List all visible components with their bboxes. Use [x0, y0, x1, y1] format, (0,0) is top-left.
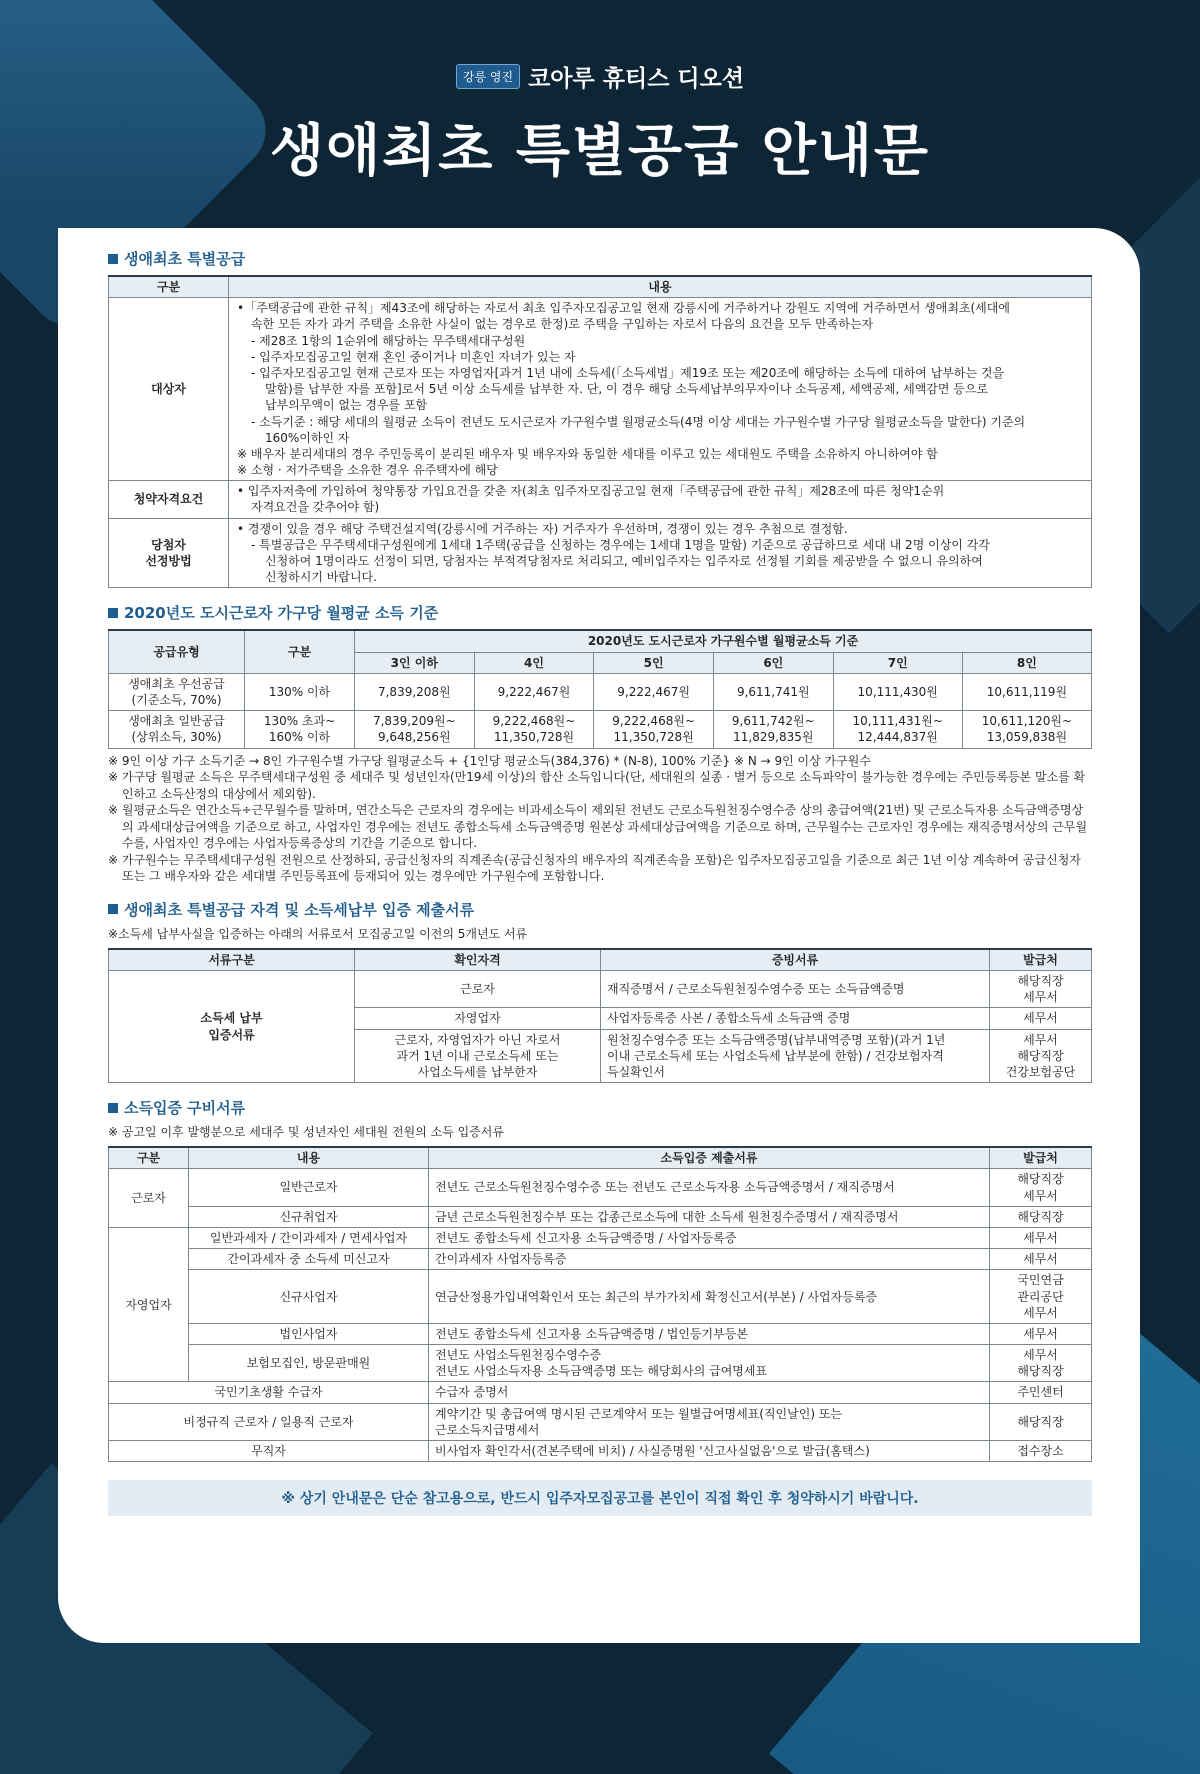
square-bullet-icon: [108, 1103, 118, 1113]
page-title: 생애최초 특별공급 안내문: [269, 119, 931, 184]
income-value: 10,111,430원: [833, 673, 962, 710]
supply-type: 생애최초 일반공급 (상위소득, 30%): [109, 711, 245, 748]
content-line: 납부의무액이 없는 경우를 포함: [265, 398, 428, 413]
income-value: 9,222,468원~ 11,350,728원: [474, 711, 594, 748]
income-value: 7,839,209원~ 9,648,256원: [355, 711, 475, 748]
tax-proof-table: [108, 948, 1092, 1083]
table-row: [109, 1345, 1092, 1382]
col-documents: 소득입증 제출서류: [429, 1147, 990, 1169]
content: 무직자: [109, 1441, 429, 1462]
note-line: ※ 가구원수는 무주택세대구성원 전원으로 산정하되, 공급신청자의 직계존속(공급신청자의 배우자의 직계존속을 포함)은 입주자모집공고일을 기준으로 최근 1년 이상 계속하여 공급신청자 또는 그 배우자와 같은 세대별 주민등록표에 등재되어 있는 경우에만 가구원수에 포함합니다.: [108, 852, 1081, 884]
content: 일반과세자 / 간이과세자 / 면세사업자: [189, 1227, 429, 1248]
table-row: [109, 298, 1092, 481]
qualification: 자영업자: [355, 1008, 601, 1029]
table-row: [109, 1323, 1092, 1344]
income-value: 7,839,208원: [355, 673, 475, 710]
row-content: [229, 481, 1092, 518]
col-gubun: 구분: [109, 276, 229, 298]
section4-note: ※ 공고일 이후 발행분으로 세대주 및 성년자인 세대원 전원의 소득 입증서류: [108, 1125, 504, 1140]
table-row: [109, 518, 1092, 588]
income-table: [108, 629, 1092, 748]
content-line: 속한 모든 자가 과거 주택을 소유한 사실이 없는 경우로 한정)로 주택을 구입하는 자로서 다음의 요건을 모두 만족하는자: [251, 317, 874, 332]
issuer: 주민센터: [990, 1382, 1092, 1403]
documents: 전년도 근로소득원천징수영수증 또는 전년도 근로소득자용 소득금액증명서 / 재직증명서: [429, 1169, 990, 1206]
col-type: 공급유형: [109, 630, 245, 673]
section3-title: 생애최초 특별공급 자격 및 소득세납부 입증 제출서류: [108, 899, 1092, 920]
col-doc-type: 서류구분: [109, 949, 355, 971]
documents: 금년 근로소득원천징수부 또는 갑종근로소득에 대한 소득세 원천징수증명서 / 재직증명서: [429, 1206, 990, 1227]
section1-title: 생애최초 특별공급: [108, 248, 1092, 269]
row-label: 당첨자 선정방법: [109, 518, 229, 588]
documents: 재직증명서 / 근로소득원천징수영수증 또는 소득금액증명: [601, 971, 990, 1008]
documents: 전년도 사업소득원천징수영수증 전년도 사업소득자용 소득금액증명 또는 해당회사의 급여명세표: [429, 1345, 990, 1382]
table-row: [109, 1270, 1092, 1324]
col-gubun: 구분: [109, 1147, 189, 1169]
col-household: 7인: [833, 652, 962, 673]
col-gubun: 구분: [245, 630, 355, 673]
table-row: [109, 673, 1092, 710]
content-line: ※ 배우자 분리세대의 경우 주민등록이 분리된 배우자 및 배우자와 동일한 세대를 이루고 있는 세대원도 주택을 소유하지 아니하여야 함: [237, 446, 938, 461]
section2-title: 2020년도 도시근로자 가구당 월평균 소득 기준: [108, 602, 1092, 623]
note-line: ※ 월평균소득은 연간소득÷근무월수를 말하며, 연간소득은 근로자의 경우에는 비과세소득이 제외된 전년도 근로소득원천징수영수증 상의 총급여액(21번) 및 근로소득자용 소득금액증명상의 과세대상급여액을 기준으로 하고, 사업자인 경우에는 전년도 종합소득세 소득금액증명 원본상 과세대상급여액을 기준으로 하며, 근무월수는 근로자인 경우에는 재직증명서상의 근무월수를, 사업자인 경우에는 사업자등록증상의 기간을 기준으로 합니다.: [108, 803, 1088, 851]
income-value: 9,222,468원~ 11,350,728원: [594, 711, 714, 748]
col-issuer: 발급처: [990, 1147, 1092, 1169]
issuer: 세무서 해당직장 건강보험공단: [990, 1029, 1092, 1083]
content-line: ※ 소형 · 저가주택을 소유한 경우 유주택자에 해당: [237, 463, 498, 478]
col-household: 3인 이하: [355, 652, 475, 673]
content-line: • 입주자저축에 가입하여 청약통장 가입요건을 갖춘 자(최초 입주자모집공고일 현재「주택공급에 관한 규칙」제28조에 따른 청약1순위: [237, 484, 945, 499]
col-content: 내용: [189, 1147, 429, 1169]
table-row: [109, 1403, 1092, 1440]
table-row: [109, 1249, 1092, 1270]
project-line: [0, 60, 1200, 93]
supply-type: 생애최초 우선공급 (기준소득, 70%): [109, 673, 245, 710]
content: 신규취업자: [189, 1206, 429, 1227]
issuer: 세무서: [990, 1227, 1092, 1248]
income-value: 9,611,741원: [713, 673, 833, 710]
income-value: 9,222,467원: [474, 673, 594, 710]
issuer: 국민연금 관리공단 세무서: [990, 1270, 1092, 1324]
issuer: 세무서: [990, 1249, 1092, 1270]
col-group: 2020년도 도시근로자 가구원수별 월평균소득 기준: [355, 630, 1092, 652]
group-label: 자영업자: [109, 1227, 189, 1382]
content-line: - 제28조 1항의 1순위에 해당하는 무주택세대구성원: [251, 333, 526, 348]
documents: 원천징수영수증 또는 소득금액증명(납부내역증명 포함)(과거 1년 이내 근로소득세 또는 사업소득세 납부분에 한함) / 건강보험자격 득실확인서: [601, 1029, 990, 1083]
content: 신규사업자: [189, 1270, 429, 1324]
documents: 간이과세자 사업자등록증: [429, 1249, 990, 1270]
project-name: 코아루 휴티스 디오션: [528, 66, 745, 92]
income-value: 9,222,467원: [594, 673, 714, 710]
row-content: [229, 518, 1092, 588]
issuer: 세무서: [990, 1008, 1092, 1029]
content-line: 자격요건을 갖추어야 함): [251, 500, 380, 515]
income-value: 10,111,431원~ 12,444,837원: [833, 711, 962, 748]
table-row: [109, 481, 1092, 518]
content: 법인사업자: [189, 1323, 429, 1344]
table-row: [109, 1169, 1092, 1206]
square-bullet-icon: [108, 904, 118, 914]
documents: 연금산정용가입내역확인서 또는 최근의 부가가치세 확정신고서(부본) / 사업자등록증: [429, 1270, 990, 1324]
content: 일반근로자: [189, 1169, 429, 1206]
income-value: 10,611,119원: [962, 673, 1091, 710]
page-header: [0, 60, 1200, 187]
content-line: 말함)를 납부한 자를 포함]로서 5년 이상 소득세를 납부한 자. 단, 이 경우 해당 소득세납부의무자이나 소득공제, 세액공제, 세액감면 등으로: [265, 382, 989, 397]
table-row: [109, 1206, 1092, 1227]
content-line: 신청하시기 바랍니다.: [265, 570, 377, 585]
content-line: - 소득기준 : 해당 세대의 월평균 소득이 전년도 도시근로자 가구원수별 월평균소득(4명 이상 세대는 가구원수별 가구당 월평균소득을 말한다) 기준의: [251, 414, 1026, 429]
row-label: 청약자격요건: [109, 481, 229, 518]
documents: 전년도 종합소득세 신고자용 소득금액증명 / 법인등기부등본: [429, 1323, 990, 1344]
issuer: 세무서 해당직장: [990, 1345, 1092, 1382]
income-value: 9,611,742원~ 11,829,835원: [713, 711, 833, 748]
col-household: 6인: [713, 652, 833, 673]
col-issuer: 발급처: [990, 949, 1092, 971]
income-value: 10,611,120원~ 13,059,838원: [962, 711, 1091, 748]
col-documents: 증빙서류: [601, 949, 990, 971]
content: 간이과세자 중 소득세 미신고자: [189, 1249, 429, 1270]
content: 국민기초생활 수급자: [109, 1382, 429, 1403]
col-household: 8인: [962, 652, 1091, 673]
income-notes: [108, 753, 1092, 885]
content: 비정규직 근로자 / 일용직 근로자: [109, 1403, 429, 1440]
content-line: •「주택공급에 관한 규칙」제43조에 해당하는 자로서 최초 입주자모집공고일 현재 강릉시에 거주하거나 강원도 지역에 거주하면서 생애최초(세대에: [237, 301, 1010, 316]
footer-notice: ※ 상기 안내문은 단순 참고용으로, 반드시 입주자모집공고를 본인이 직접 확인 후 청약하시기 바랍니다.: [108, 1480, 1092, 1516]
table-row: [109, 1441, 1092, 1462]
table-row: [109, 1382, 1092, 1403]
group-label: 근로자: [109, 1169, 189, 1228]
table-row: [109, 1227, 1092, 1248]
content-line: - 입주자모집공고일 현재 근로자 또는 자영업자[과거 1년 내에 소득세(「소득세법」제19조 또는 제20조에 해당하는 소득에 대하여 납부하는 것을: [251, 365, 1005, 380]
section4-title: 소득입증 구비서류: [108, 1097, 1092, 1118]
content: 보험모집인, 방문판매원: [189, 1345, 429, 1382]
content-line: • 경쟁이 있을 경우 해당 주택건설지역(강릉시에 거주하는 자) 거주자가 우선하며, 경쟁이 있는 경우 추첨으로 결정함.: [237, 521, 848, 536]
row-label: 대상자: [109, 298, 229, 481]
notice-card: [58, 228, 1140, 1643]
content-line: 160%이하인 자: [265, 430, 350, 445]
table-row: [109, 711, 1092, 748]
documents: 수급자 증명서: [429, 1382, 990, 1403]
row-content: [229, 298, 1092, 481]
ratio: 130% 초과~ 160% 이하: [245, 711, 355, 748]
issuer: 해당직장 세무서: [990, 1169, 1092, 1206]
square-bullet-icon: [108, 608, 118, 618]
income-docs-table: [108, 1146, 1092, 1462]
col-household: 5인: [594, 652, 714, 673]
issuer: 해당직장: [990, 1206, 1092, 1227]
issuer: 해당직장 세무서: [990, 971, 1092, 1008]
ratio: 130% 이하: [245, 673, 355, 710]
issuer: 해당직장: [990, 1403, 1092, 1440]
note-line: ※ 9인 이상 가구 소득기준 → 8인 가구원수별 가구당 월평균소득 + {1인당 평균소득(384,376) * (N-8), 100% 기준} ※ N → 9인 이상 가구원수: [108, 753, 871, 768]
issuer: 세무서: [990, 1323, 1092, 1344]
location-badge: 강릉 영진: [456, 64, 520, 89]
content-line: - 입주자모집공고일 현재 혼인 중이거나 미혼인 자녀가 있는 자: [251, 349, 576, 364]
documents: 전년도 종합소득세 신고자용 소득금액증명 / 사업자등록증: [429, 1227, 990, 1248]
documents: 사업자등록증 사본 / 종합소득세 소득금액 증명: [601, 1008, 990, 1029]
table-row: [109, 971, 1092, 1008]
issuer: 접수장소: [990, 1441, 1092, 1462]
note-line: ※ 가구당 월평균 소득은 무주택세대구성원 중 세대주 및 성년인자(만19세 이상)의 합산 소득입니다(단, 세대원의 실종 · 별거 등으로 소득파악이 불가능한 경우에는 주민등록등본 말소를 확인하고 소득산정의 대상에서 제외함).: [108, 770, 1086, 801]
qualification: 근로자: [355, 971, 601, 1008]
content-line: 신청하여 1명이라도 선정이 되면, 당첨자는 부적격당첨자로 처리되고, 예비입주자는 입주자로 선정될 기회를 제공받을 수 없으니 유의하여: [265, 554, 983, 568]
doc-category: 소득세 납부 입증서류: [109, 971, 355, 1083]
col-content: 내용: [229, 276, 1092, 298]
documents: 비사업자 확인각서(견본주택에 비치) / 사실증명원 '신고사실없음'으로 발급(홈택스): [429, 1441, 990, 1462]
section3-note: ※소득세 납부사실을 입증하는 아래의 서류로서 모집공고일 이전의 5개년도 서류: [108, 926, 528, 941]
col-qualification: 확인자격: [355, 949, 601, 971]
content-line: - 특별공급은 무주택세대구성원에게 1세대 1주택(공급을 신청하는 경우에는 1세대 1명을 말함) 기준으로 공급하므로 세대 내 2명 이상이 각각: [251, 537, 990, 552]
documents: 계약기간 및 총급여액 명시된 근로계약서 또는 월별급여명세표(직인날인) 또는 근로소득지급명세서: [429, 1403, 990, 1440]
square-bullet-icon: [108, 254, 118, 264]
eligibility-table: [108, 275, 1092, 588]
col-household: 4인: [474, 652, 594, 673]
qualification: 근로자, 자영업자가 아닌 자로서 과거 1년 이내 근로소득세 또는 사업소득세를 납부한자: [355, 1029, 601, 1083]
